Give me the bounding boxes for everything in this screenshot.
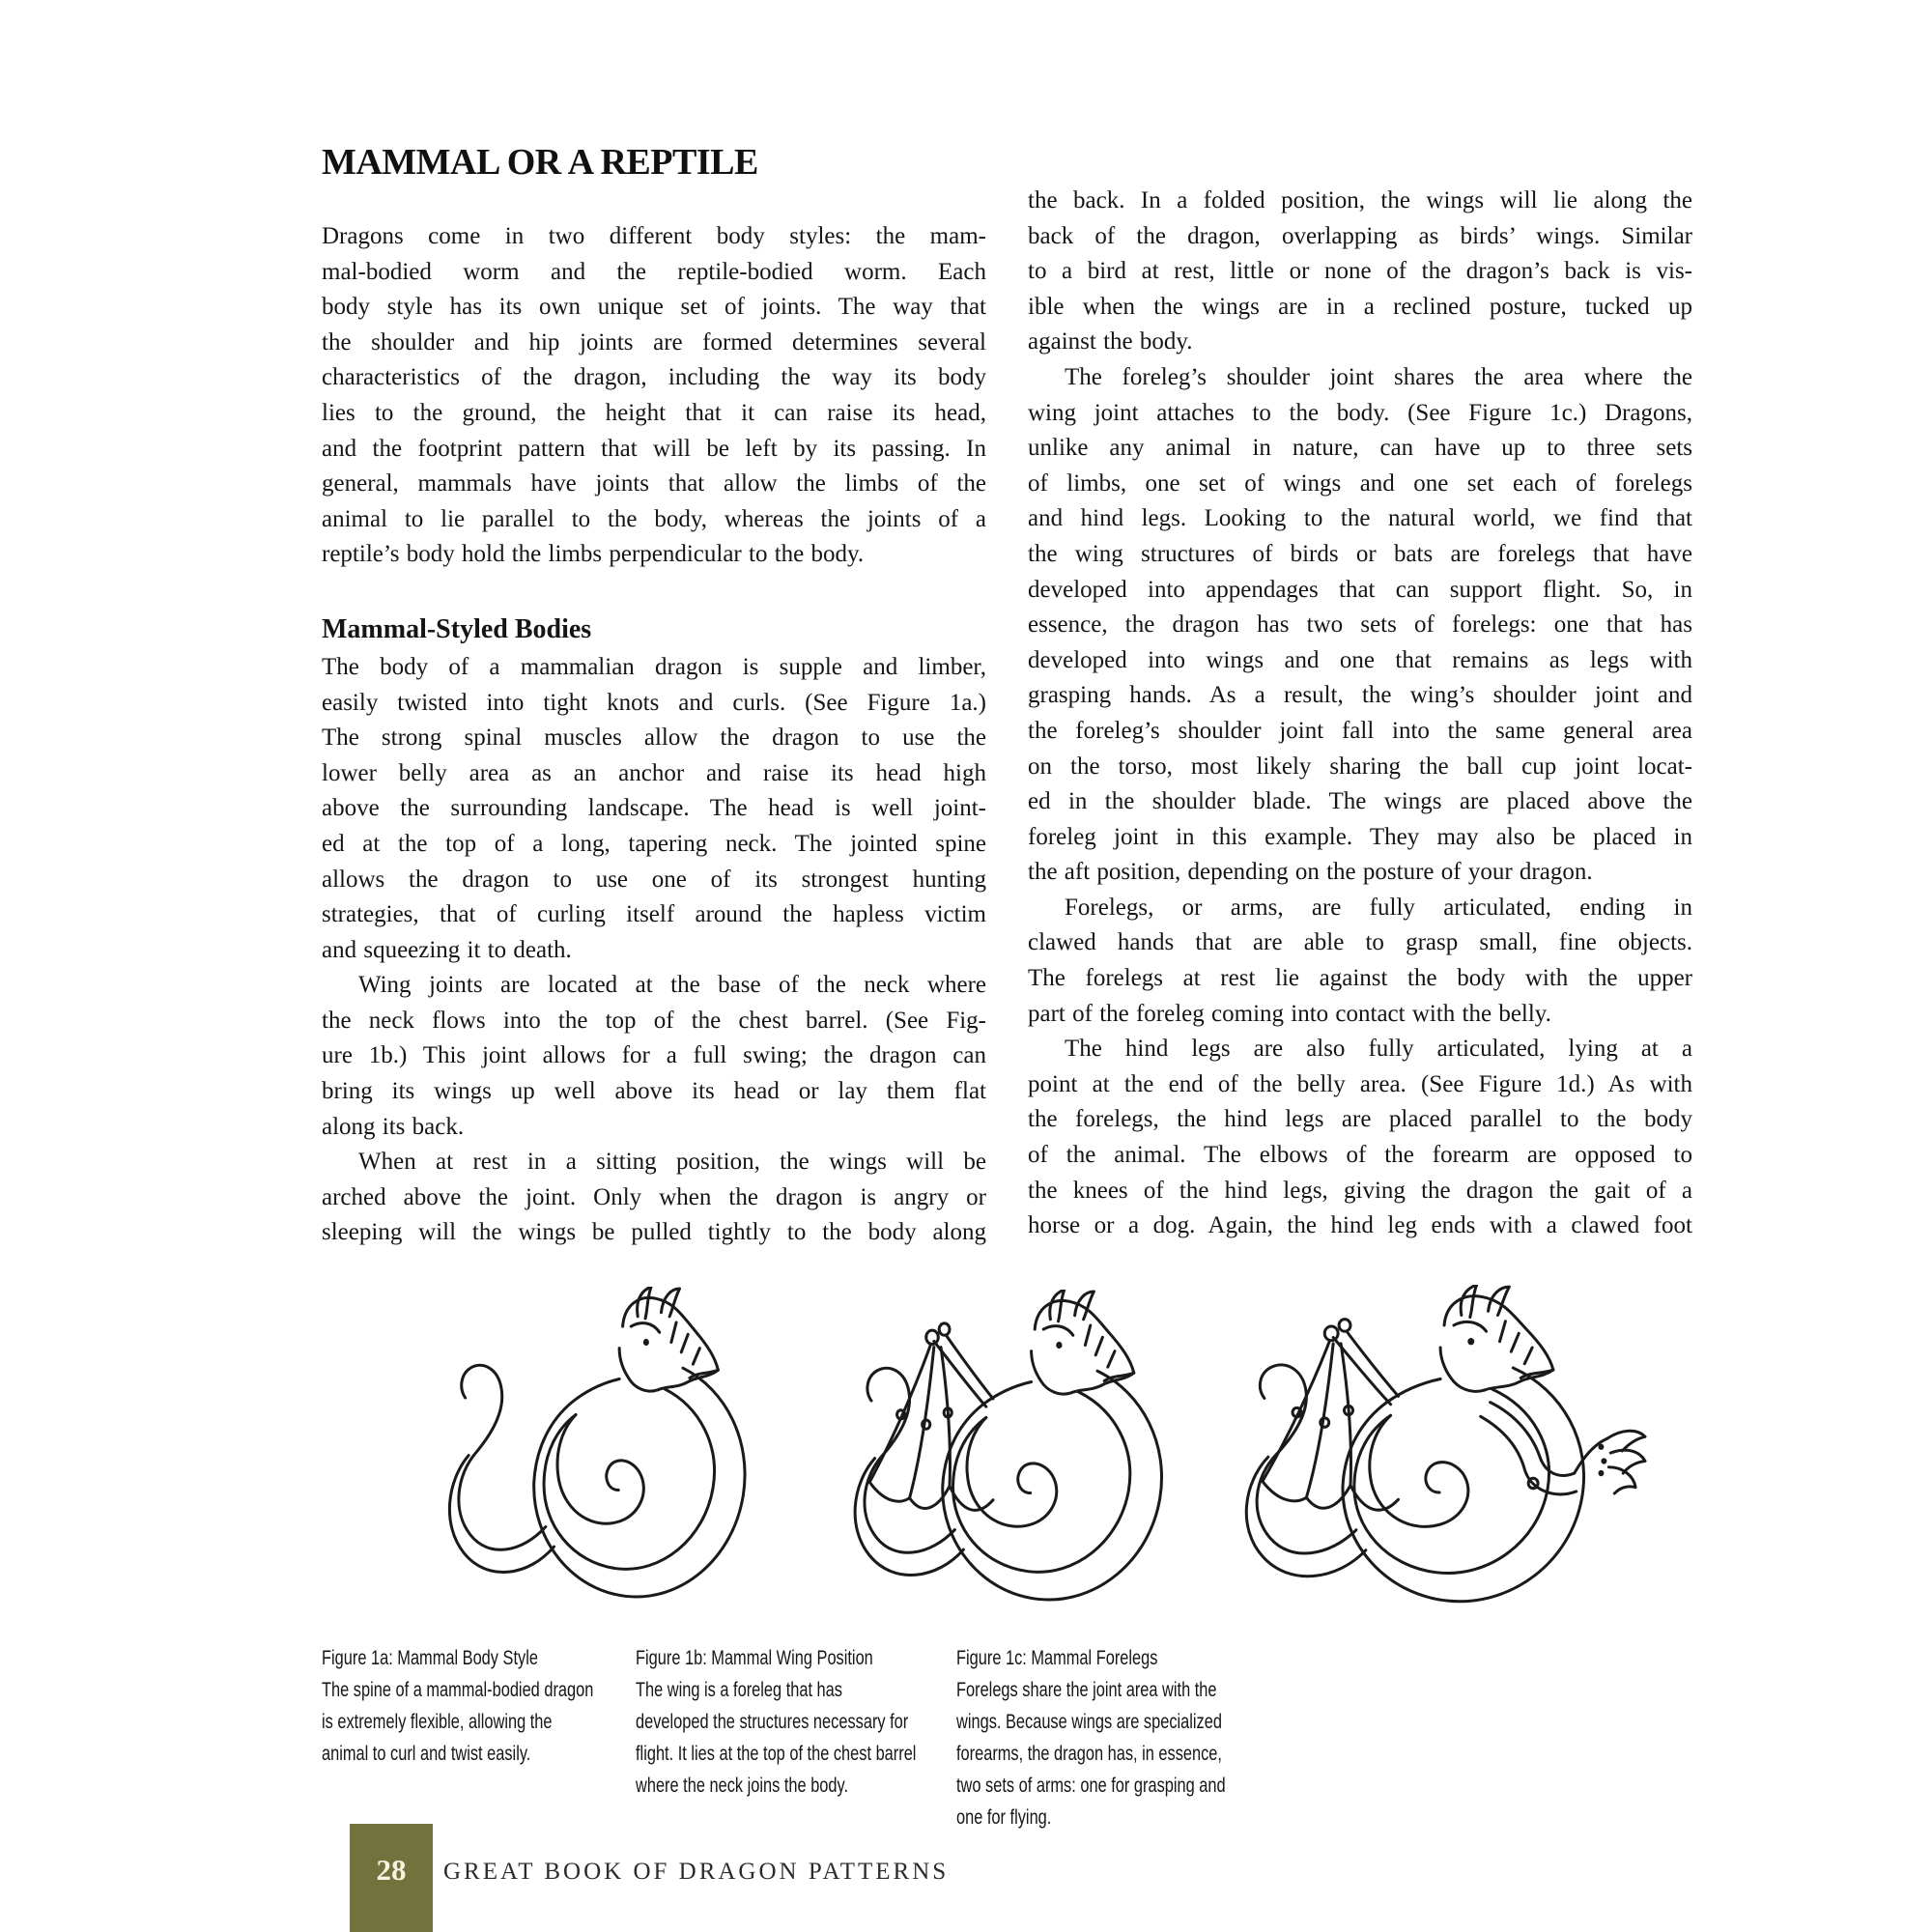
text-line: Wing joints are located at the base of the neck where: [358, 972, 986, 999]
text-line: developed into appendages that can support flight. So, in: [1028, 576, 1692, 603]
caption-line: is extremely flexible, allowing the: [322, 1711, 553, 1733]
caption-line: flight. It lies at the top of the chest barrel: [636, 1743, 917, 1765]
text-line: easily twisted into tight knots and curls. (See Figure 1a.): [322, 689, 986, 716]
caption-line: Figure 1b: Mammal Wing Position: [636, 1647, 873, 1669]
text-line: horse or a dog. Again, the hind leg ends with a clawed foot: [1028, 1212, 1692, 1239]
figure-caption-1c: [956, 1642, 1301, 1833]
text-line: against the body.: [1028, 328, 1193, 355]
text-line: When at rest in a sitting position, the wings will be: [358, 1149, 986, 1176]
dragon-tail: [449, 1365, 554, 1572]
text-line: the knees of the hind legs, giving the dragon the gait of a: [1028, 1177, 1692, 1204]
caption-line: The spine of a mammal-bodied dragon: [322, 1679, 594, 1701]
text-line: developed into wings and one that remains as legs with: [1028, 646, 1692, 673]
text-line: and hind legs. Looking to the natural world, we find that: [1028, 505, 1692, 532]
text-line: ible when the wings are in a reclined posture, tucked up: [1028, 293, 1692, 320]
figure-1b-dragon-illustration: [784, 1290, 1176, 1657]
figure-1c-dragon-illustration: [1150, 1285, 1647, 1660]
text-line: above the surrounding landscape. The head is well joint-: [322, 795, 986, 822]
text-line: the back. In a folded position, the wings will lie along the: [1028, 187, 1692, 213]
dragon-eye: [643, 1339, 649, 1346]
text-line: arched above the joint. Only when the dragon is angry or: [322, 1183, 986, 1210]
text-line: wing joint attaches to the body. (See Figure 1c.) Dragons,: [1028, 399, 1692, 426]
text-line: the neck flows into the top of the chest barrel. (See Fig-: [322, 1007, 986, 1034]
text-line: of limbs, one set of wings and one set each of forelegs: [1028, 469, 1692, 497]
text-line: ed at the top of a long, tapering neck. The jointed spine: [322, 830, 986, 857]
text-line: of the animal. The elbows of the forearm are opposed to: [1028, 1142, 1692, 1169]
text-line: point at the end of the belly area. (See Figure 1d.) As with: [1028, 1070, 1692, 1097]
text-line: general, mammals have joints that allow the limbs of the: [322, 470, 986, 497]
text-line: The body of a mammalian dragon is supple and limber,: [322, 653, 986, 680]
text-column-right: [1028, 184, 1692, 1244]
text-line: part of the foreleg coming into contact with the belly.: [1028, 1000, 1551, 1027]
caption-line: animal to curl and twist easily.: [322, 1743, 531, 1765]
text-line: allows the dragon to use one of its strongest hunting: [322, 866, 986, 893]
page-number-block: [350, 1824, 433, 1932]
figure-caption-1a: [322, 1642, 670, 1770]
figure-caption-1b: [636, 1642, 995, 1802]
text-line: The foreleg’s shoulder joint shares the area where the: [1065, 363, 1692, 390]
text-line: and the footprint pattern that will be left by its passing. In: [322, 435, 986, 462]
dragon-body-coil: [534, 1368, 745, 1597]
dragon-body-coil: [943, 1371, 1162, 1600]
text-line: Forelegs, or arms, are fully articulated, ending in: [1065, 894, 1692, 921]
text-line: essence, the dragon has two sets of forelegs: one that has: [1028, 611, 1692, 639]
text-line: reptile’s body hold the limbs perpendicular to the body.: [322, 541, 865, 568]
caption-line: one for flying.: [956, 1806, 1052, 1829]
text-line: body style has its own unique set of joints. The way that: [322, 294, 986, 321]
page-number: 28: [376, 1853, 407, 1887]
caption-line: wings. Because wings are specialized: [956, 1711, 1222, 1733]
text-line: to a bird at rest, little or none of the dragon’s back is vis-: [1028, 258, 1692, 285]
text-line: lies to the ground, the height that it can raise its head,: [322, 399, 986, 426]
text-line: on the torso, most likely sharing the ball cup joint locat-: [1028, 753, 1692, 780]
text-line: The hind legs are also fully articulated, lying at a: [1065, 1036, 1692, 1063]
caption-line: Figure 1a: Mammal Body Style: [322, 1647, 538, 1669]
text-line: Dragons come in two different body styles: the mam-: [322, 223, 986, 249]
wing-skeleton: [869, 1323, 993, 1510]
text-line: ed in the shoulder blade. The wings are placed above the: [1028, 788, 1692, 815]
text-line: foreleg joint in this example. They may also be placed in: [1028, 823, 1692, 850]
text-line: back of the dragon, overlapping as birds’ wings. Similar: [1028, 222, 1692, 249]
caption-line: The wing is a foreleg that has: [636, 1679, 842, 1701]
text-line: the forelegs, the hind legs are placed parallel to the body: [1028, 1106, 1692, 1133]
text-line: the wing structures of birds or bats are forelegs that have: [1028, 540, 1692, 567]
text-line: along its back.: [322, 1113, 465, 1140]
text-column-left: [322, 141, 986, 1251]
text-line: animal to lie parallel to the body, whereas the joints of a: [322, 505, 986, 532]
text-line: lower belly area as an anchor and raise its head high: [322, 759, 986, 786]
text-line: characteristics of the dragon, including the way its body: [322, 364, 986, 391]
text-line: and squeezing it to death.: [322, 936, 572, 963]
text-line: unlike any animal in nature, can have up to three sets: [1028, 435, 1692, 462]
dragon-eye: [1056, 1342, 1062, 1349]
caption-line: Figure 1c: Mammal Forelegs: [956, 1647, 1158, 1669]
book-title: GREAT BOOK OF DRAGON PATTERNS: [443, 1859, 950, 1885]
dragon-eye: [1467, 1338, 1474, 1345]
text-line: ure 1b.) This joint allows for a full swing; the dragon can: [322, 1042, 986, 1069]
text-line: The strong spinal muscles allow the dragon to use the: [322, 724, 986, 752]
text-line: the aft position, depending on the posture of your dragon.: [1028, 859, 1593, 886]
section-title: MAMMAL OR A REPTILE: [322, 142, 758, 183]
caption-line: forearms, the dragon has, in essence,: [956, 1743, 1222, 1765]
dragon-head: [1032, 1290, 1134, 1394]
caption-line: two sets of arms: one for grasping and: [956, 1775, 1226, 1797]
dragon-head: [619, 1287, 718, 1391]
figure-1a-dragon-illustration: [382, 1287, 758, 1654]
text-line: the foreleg’s shoulder joint fall into the same general area: [1028, 717, 1692, 744]
dragon-body-coil: [1343, 1368, 1584, 1602]
text-line: The forelegs at rest lie against the body with the upper: [1028, 965, 1692, 992]
wing-skeleton: [1263, 1320, 1399, 1511]
caption-line: developed the structures necessary for: [636, 1711, 909, 1733]
caption-line: where the neck joins the body.: [636, 1775, 849, 1797]
text-line: sleeping will the wings be pulled tightly to the body along: [322, 1219, 986, 1246]
text-line: bring its wings up well above its head or lay them flat: [322, 1078, 986, 1105]
text-line: clawed hands that are able to grasp small, fine objects.: [1028, 929, 1692, 956]
dragon-head: [1440, 1285, 1553, 1391]
text-line: mal-bodied worm and the reptile-bodied worm. Each: [322, 258, 986, 285]
text-line: the shoulder and hip joints are formed determines several: [322, 328, 986, 355]
text-line: grasping hands. As a result, the wing’s shoulder joint and: [1028, 682, 1692, 709]
caption-line: Forelegs share the joint area with the: [956, 1679, 1217, 1701]
subsection-heading: Mammal-Styled Bodies: [322, 613, 592, 644]
foreleg-claws: [1481, 1403, 1645, 1494]
text-line: strategies, that of curling itself around the hapless victim: [322, 901, 986, 928]
